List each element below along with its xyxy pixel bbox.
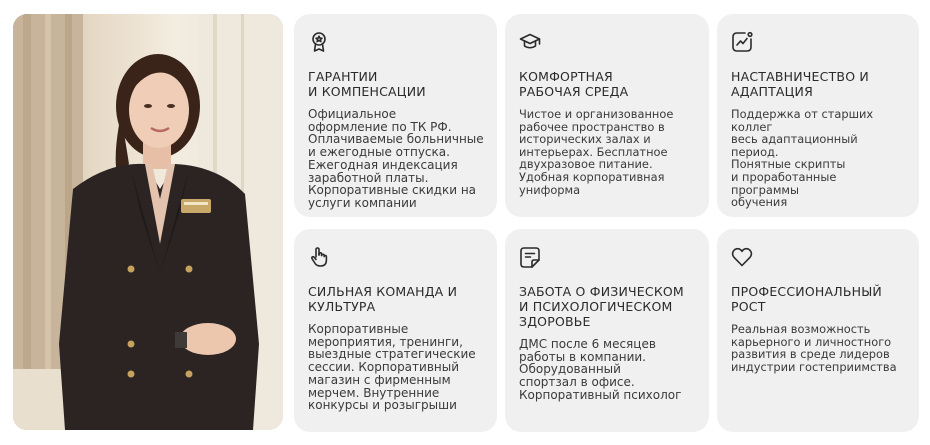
card-title: ПРОФЕССИОНАЛЬНЫЙ РОСТ [731, 284, 882, 314]
card-text: Корпоративные мероприятия, тренинги, выездные стратегические сессии. Корпоративный магазин с фирменным мерчем. Внутренние конкурсы и розыгрыши [308, 322, 476, 413]
award-badge-icon [308, 31, 330, 53]
benefit-card-environment [505, 14, 709, 217]
growth-chart-icon [731, 31, 753, 53]
benefit-card-guarantees [294, 14, 497, 217]
note-document-icon [519, 246, 541, 268]
graduation-cap-icon [519, 31, 541, 53]
benefit-card-mentoring [717, 14, 919, 217]
benefit-card-growth [717, 229, 919, 432]
card-text: Чистое и организованное рабочее пространство в исторических залах и интерьерах. Бесплатное двухразовое питание. Удобная корпоративная униформа [519, 107, 674, 197]
card-text: Реальная возможность карьерного и личностного развития в среде лидеров индустрии гостеприимства [731, 322, 897, 374]
benefits-grid [294, 14, 919, 432]
employee-photo [13, 14, 283, 430]
card-text: Поддержка от старших коллег весь адаптационный период. Понятные скрипты и проработанные программы обучения [731, 107, 874, 210]
card-title: ЗАБОТА О ФИЗИЧЕСКОМ И ПСИХОЛОГИЧЕСКОМ ЗДОРОВЬЕ [519, 284, 684, 329]
heart-icon [731, 246, 753, 268]
card-text: ДМС после 6 месяцев работы в компании. Оборудованный спортзал в офисе. Корпоративный психолог [519, 337, 682, 402]
card-text: Официальное оформление по ТК РФ. Оплачиваемые больничные и ежегодные отпуска. Ежегодная индексация заработной платы. Корпоративные скидки на услуги компании [308, 107, 484, 210]
card-title: СИЛЬНАЯ КОМАНДА И КУЛЬТУРА [308, 284, 458, 314]
pointer-hand-icon [308, 246, 330, 268]
card-title: ГАРАНТИИ И КОМПЕНСАЦИИ [308, 69, 426, 99]
employee-illustration [13, 14, 283, 430]
benefit-card-health [505, 229, 709, 432]
card-title: НАСТАВНИЧЕСТВО И АДАПТАЦИЯ [731, 69, 869, 99]
benefit-card-team [294, 229, 497, 432]
card-title: КОМФОРТНАЯ РАБОЧАЯ СРЕДА [519, 69, 629, 99]
